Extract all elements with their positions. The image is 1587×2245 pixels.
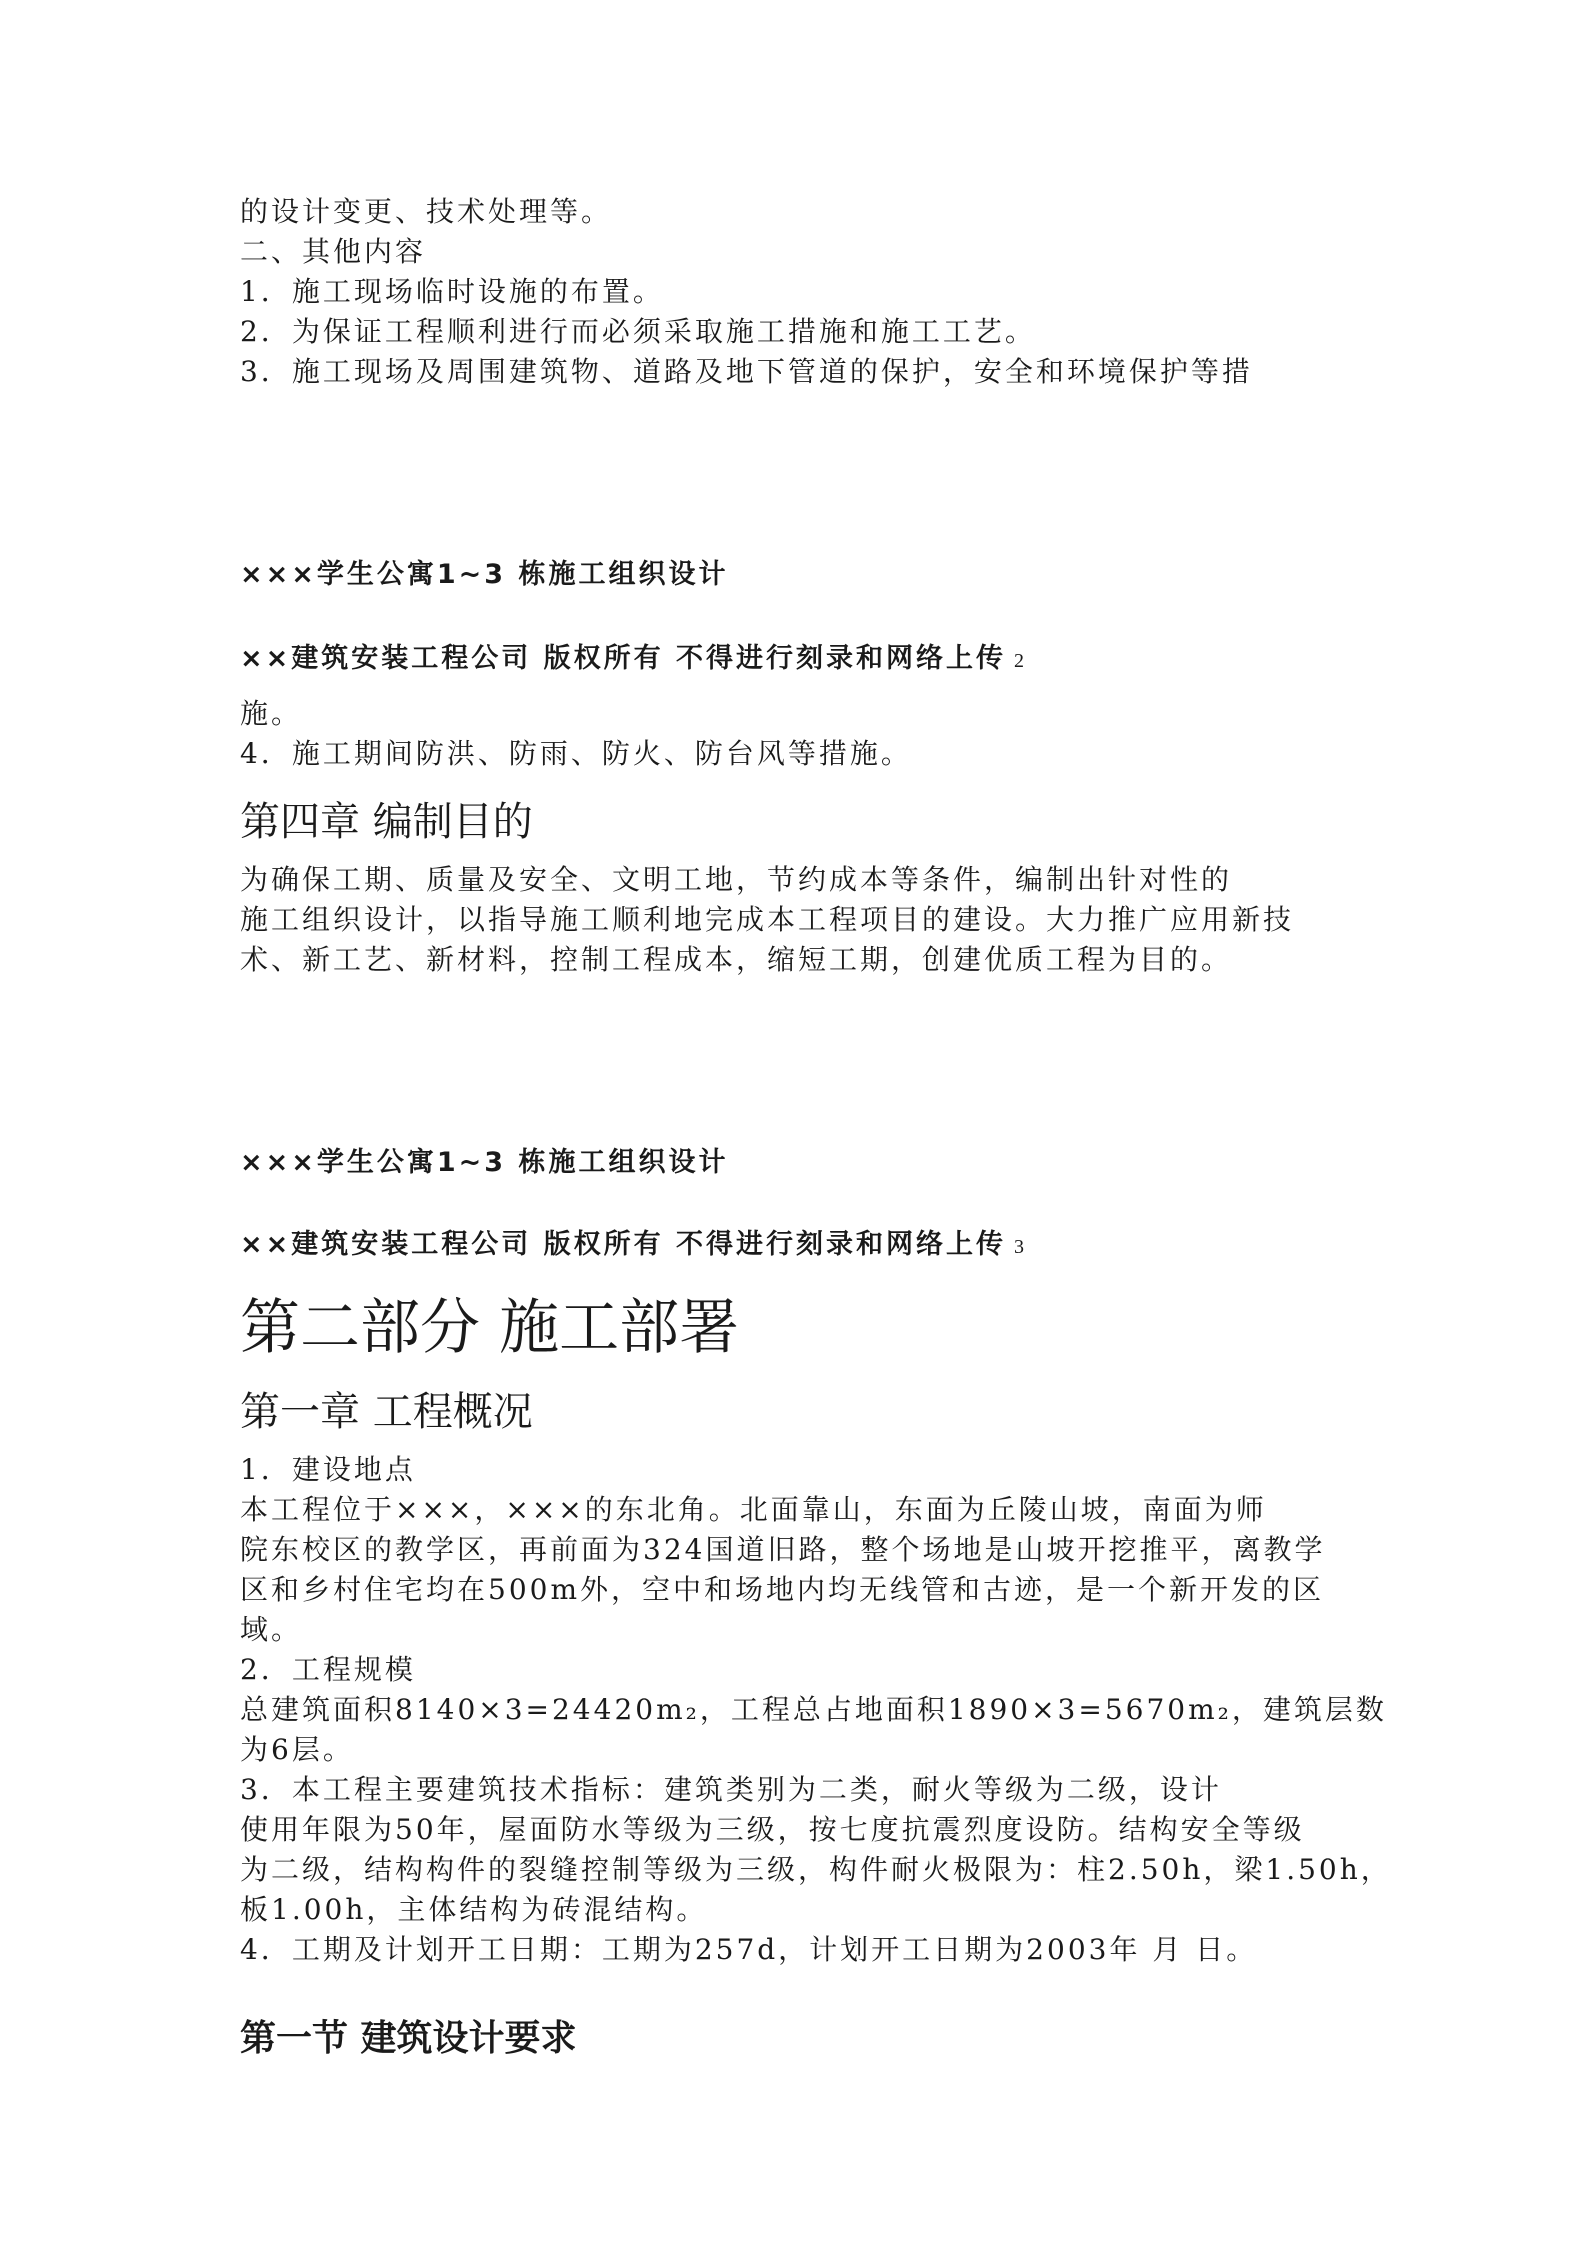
text-line: 2．工程规模 [240, 1653, 416, 1686]
chapter-one [240, 1380, 1360, 1437]
text-line: 为6层。 [240, 1733, 354, 1766]
chapter-four-body [240, 860, 1360, 980]
copyright-line [240, 1222, 1360, 1261]
text-line: 施。 [240, 697, 303, 730]
section-one [240, 2010, 1360, 2061]
header-title: ×××学生公寓1~3 栋施工组织设计 [240, 559, 729, 590]
text-line: 1．建设地点 [240, 1453, 416, 1486]
text-line: 术、新工艺、新材料，控制工程成本，缩短工期，创建优质工程为目的。 [240, 943, 1233, 976]
continuation-text-block [240, 694, 1360, 774]
text-line: 4．施工期间防洪、防雨、防火、防台风等措施。 [240, 737, 912, 770]
copyright-line [240, 636, 1360, 675]
chapter-title: 第一章 工程概况 [240, 1389, 533, 1435]
text-line: 总建筑面积8140×3=24420m₂，工程总占地面积1890×3=5670m₂，建筑层数 [240, 1693, 1387, 1726]
text-line: 4．工期及计划开工日期：工期为257d，计划开工日期为2003年 月 日。 [240, 1933, 1258, 1966]
text-line: 使用年限为50年，屋面防水等级为三级，按七度抗震烈度设防。结构安全等级 [240, 1813, 1305, 1846]
running-header [240, 1140, 1360, 1179]
header-title: ×××学生公寓1~3 栋施工组织设计 [240, 1147, 729, 1178]
text-line: 域。 [240, 1613, 303, 1646]
text-line: 2．为保证工程顺利进行而必须采取施工措施和施工工艺。 [240, 315, 1036, 348]
text-line: 的设计变更、技术处理等。 [240, 195, 613, 228]
text-line: 1．施工现场临时设施的布置。 [240, 275, 664, 308]
copyright-text: ××建筑安装工程公司 版权所有 不得进行刻录和网络上传 [240, 1229, 1007, 1260]
text-line: 施工组织设计，以指导施工顺利地完成本工程项目的建设。大力推广应用新技 [240, 903, 1295, 936]
text-line: 为二级，结构构件的裂缝控制等级为三级，构件耐火极限为：柱2.50h，梁1.50h， [240, 1853, 1392, 1886]
text-line: 院东校区的教学区，再前面为324国道旧路，整个场地是山坡开挖推平，离教学 [240, 1533, 1326, 1566]
continuation-text-block [240, 192, 1360, 392]
chapter-title: 第四章 编制目的 [240, 799, 533, 845]
part-title: 第二部分 施工部署 [240, 1293, 740, 1363]
page-number: 2 [1014, 650, 1028, 672]
chapter-one-body [240, 1450, 1392, 1970]
text-line: 区和乡村住宅均在500m外，空中和场地内均无线管和古迹，是一个新开发的区 [240, 1573, 1324, 1606]
text-line: 3．本工程主要建筑技术指标：建筑类别为二类，耐火等级为二级，设计 [240, 1773, 1222, 1806]
text-line: 板1.00h，主体结构为砖混结构。 [240, 1893, 708, 1926]
page-number: 3 [1014, 1236, 1028, 1258]
chapter-four [240, 790, 1360, 847]
copyright-text: ××建筑安装工程公司 版权所有 不得进行刻录和网络上传 [240, 643, 1007, 674]
running-header [240, 552, 1360, 591]
section-title: 第一节 建筑设计要求 [240, 2018, 577, 2059]
running-footer [240, 636, 1360, 675]
part-heading [240, 1280, 1360, 1366]
running-footer [240, 1222, 1360, 1261]
text-line: 二、其他内容 [240, 235, 427, 268]
text-line: 3．施工现场及周围建筑物、道路及地下管道的保护，安全和环境保护等措 [240, 355, 1253, 388]
text-line: 本工程位于×××，×××的东北角。北面靠山，东面为丘陵山坡，南面为师 [240, 1493, 1267, 1526]
text-line: 为确保工期、质量及安全、文明工地，节约成本等条件，编制出针对性的 [240, 863, 1233, 896]
